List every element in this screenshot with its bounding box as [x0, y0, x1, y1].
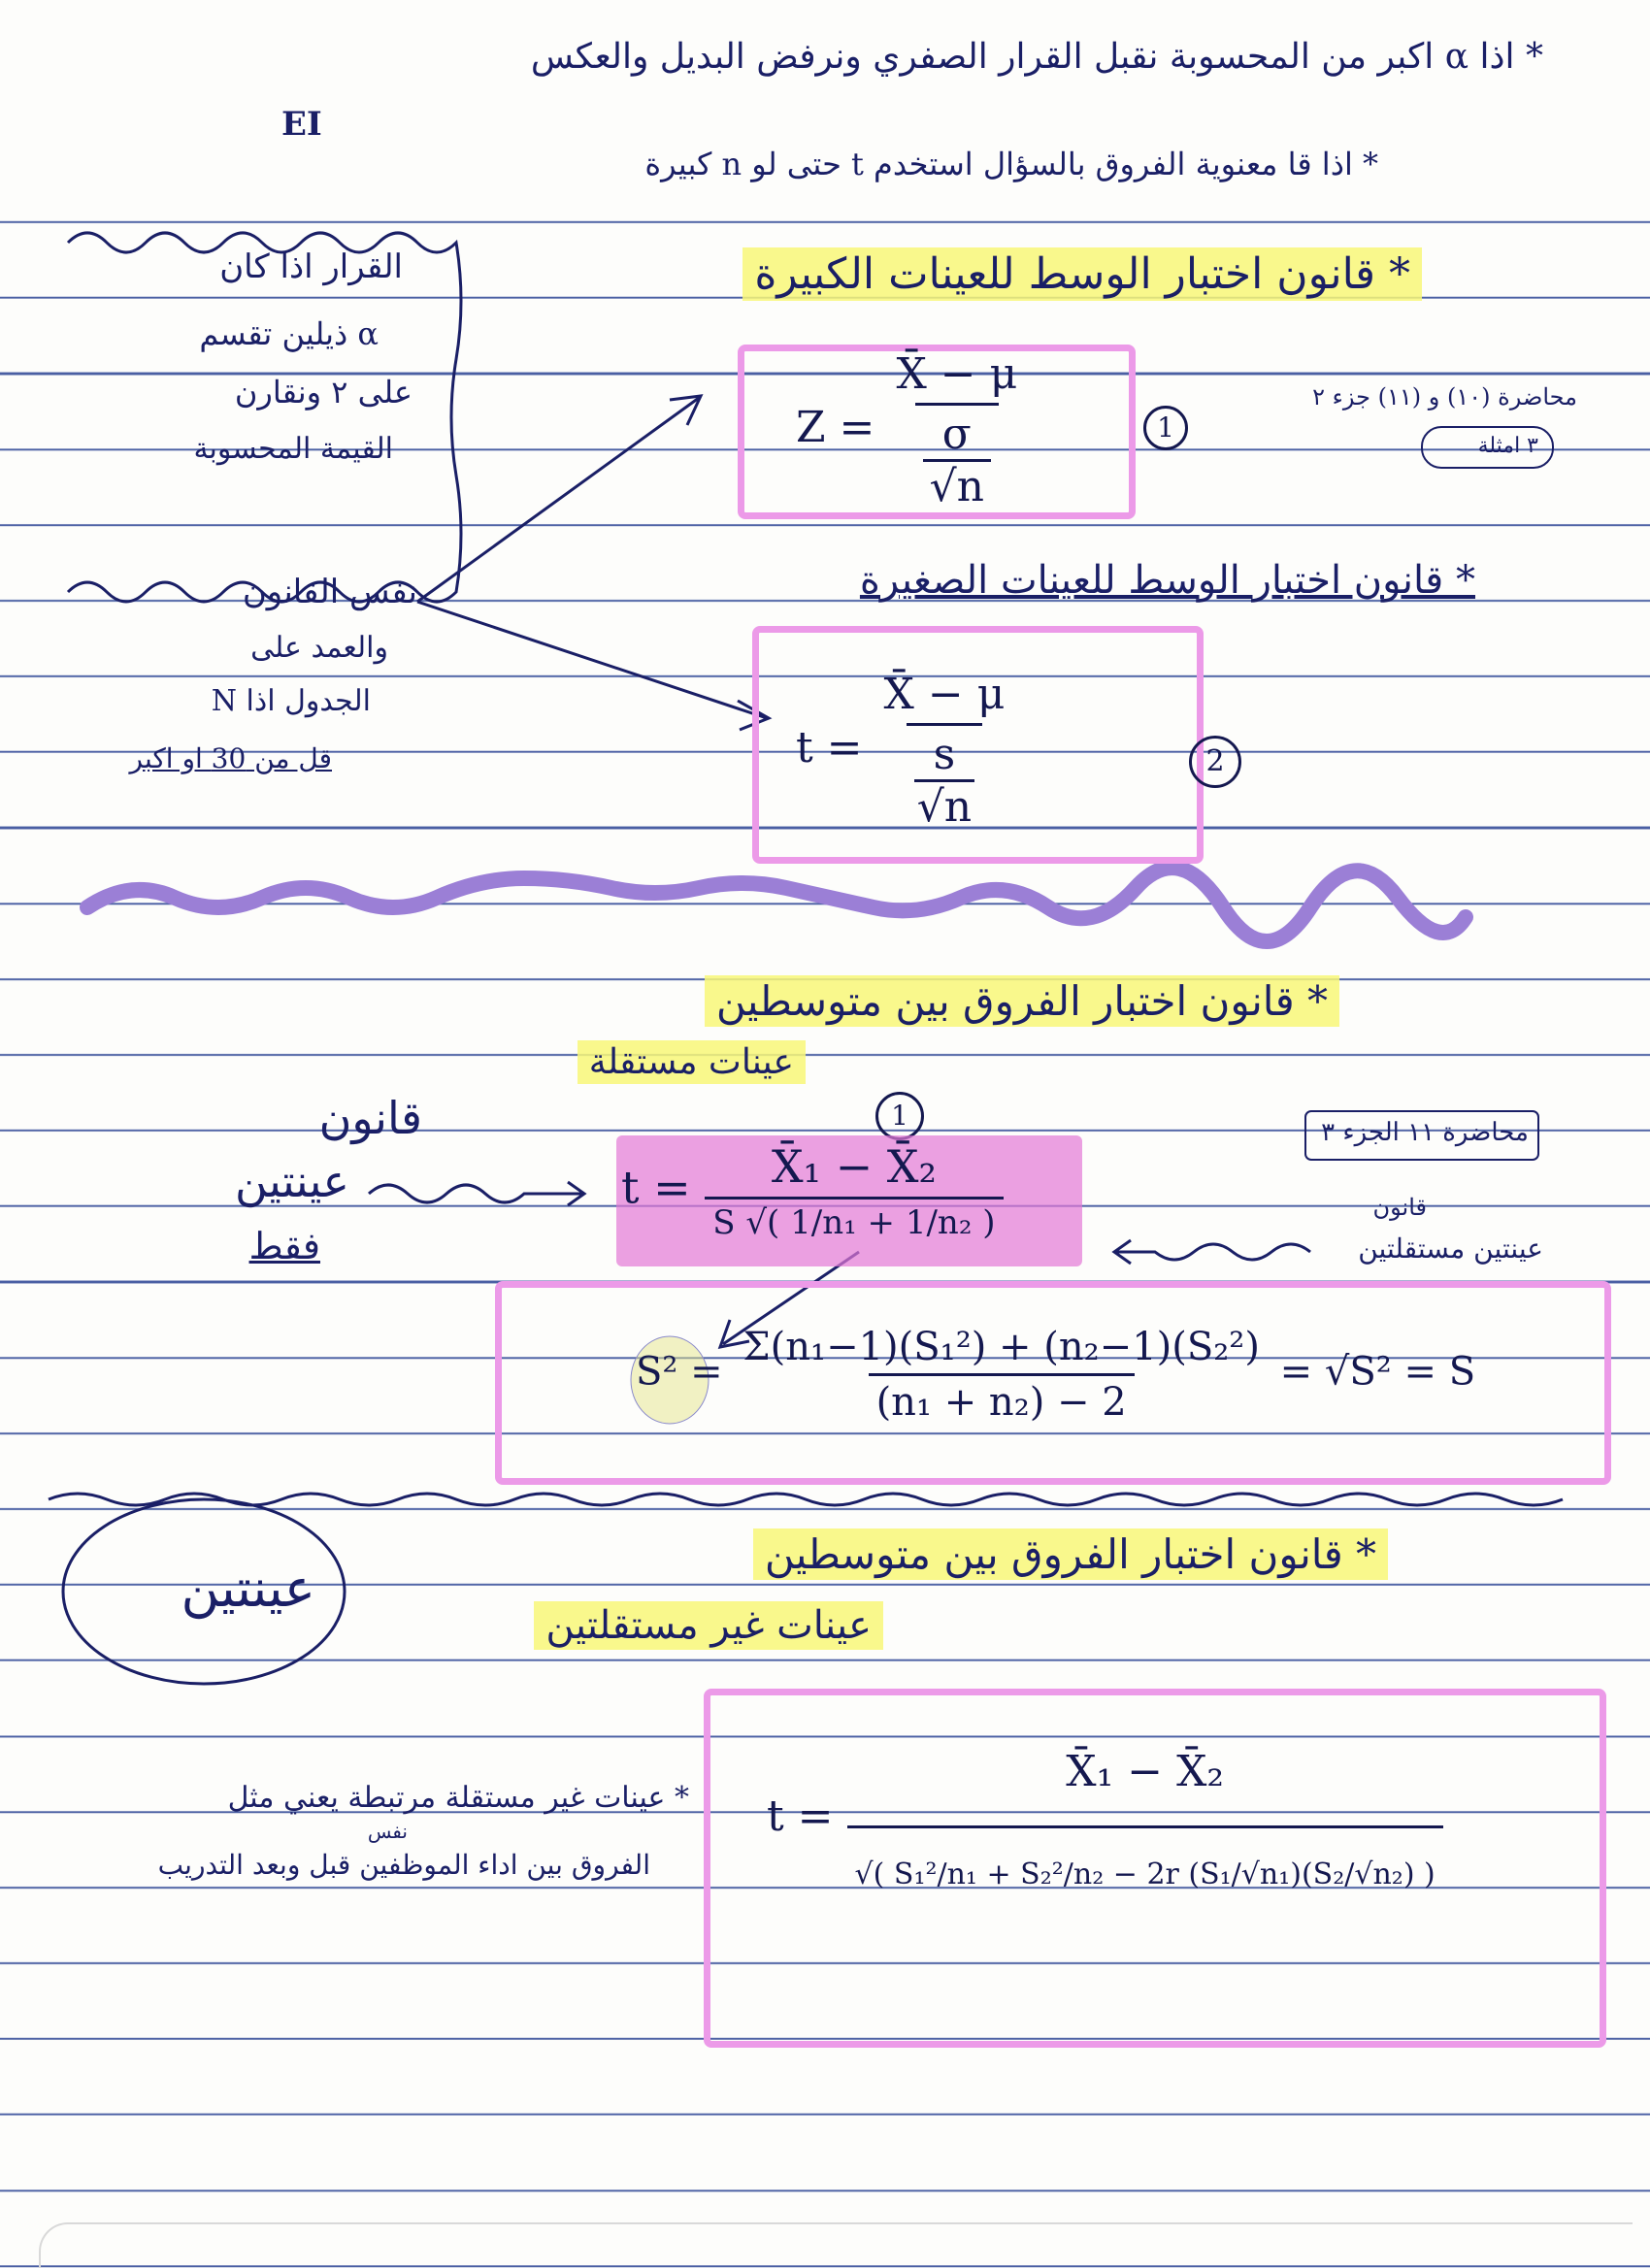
same-law-line-1: نفس القانون — [242, 573, 417, 611]
dependent-note-line-1: * عينات غير مستقلة مرتبطة يعني مثل — [227, 1781, 689, 1815]
squiggle-arrow-right — [369, 1185, 582, 1202]
formula-4 — [767, 1747, 1443, 1891]
formula-3-numerator: X̄₁ − X̄₂ — [771, 1140, 937, 1193]
formula-1-den-top: σ — [923, 410, 991, 462]
ref-1b: ٣ امثلة — [1477, 434, 1538, 458]
purple-wave-divider — [87, 868, 1466, 941]
formula-2-fraction — [876, 670, 1013, 832]
formula-4-fraction — [847, 1747, 1443, 1891]
dependent-note-line-2: الفروق بين اداء الموظفين قبل وبعد التدريب — [157, 1849, 650, 1881]
formula-4-denominator: √( S₁²/n₁ + S₂²/n₂ − 2r (S₁/√n₁)(S₂/√n₂) ) — [847, 1825, 1443, 1891]
section-1-title: * قانون اختبار الوسط للعينات الكبيرة — [742, 247, 1422, 301]
two-sample-line-2: عينتين — [235, 1155, 349, 1207]
same-law-line-2: والعمد على — [250, 631, 388, 665]
top-note-1: * اذا α اكبر من المحسوبة نقبل القرار الصفري ونرفض البديل والعكس — [530, 37, 1543, 77]
independent-line-1: قانون — [1372, 1194, 1427, 1221]
formula-4-lhs: t = — [767, 1791, 834, 1841]
formula-1-lhs: Z = — [796, 403, 875, 452]
formula-2-lhs: t = — [796, 723, 863, 772]
circle-label: عينتين — [181, 1558, 315, 1619]
wavy-box-line-3: على ٢ ونقارن — [234, 374, 412, 411]
two-sample-line-1: قانون — [318, 1092, 422, 1144]
wavy-box-line-2: α ذيلين تقسم — [199, 315, 379, 352]
formula-4-numerator: X̄₁ − X̄₂ — [1066, 1747, 1225, 1796]
wavy-box-line-1: القرار اذا كان — [219, 247, 403, 286]
squiggle-arrow-left — [1116, 1244, 1310, 1260]
formula-1-fraction — [888, 349, 1025, 511]
formula-3b — [636, 1325, 1475, 1425]
formula-3b-numerator: Σ(n₁−1)(S₁²) + (n₂−1)(S₂²) — [742, 1325, 1260, 1369]
formula-3b-lhs: S² = — [636, 1349, 723, 1395]
top-note-2: * اذا قا معنوية الفروق بالسؤال استخدم t حتى لو n كبيرة — [644, 146, 1378, 182]
formula-3-fraction — [705, 1140, 1003, 1242]
arrow-down-line — [417, 602, 767, 718]
formula-2 — [796, 670, 1012, 832]
section-4-title-2: عينات غير مستقلتين — [534, 1601, 883, 1650]
section-4-title: * قانون اختبار الفروق بين متوسطين — [753, 1528, 1388, 1580]
page-bottom-edge — [39, 2222, 1633, 2268]
same-law-line-4: قل من 30 او اكبر — [129, 742, 332, 774]
formula-3-lhs: t = — [621, 1161, 691, 1214]
top-note-1-tail: EI — [281, 105, 322, 144]
formula-1-denominator — [915, 403, 999, 511]
formula-3b-fraction — [735, 1325, 1268, 1425]
wavy-box-line-4: القيمة المحسوبة — [193, 432, 393, 466]
formula-3b-tail: = √S² = S — [1279, 1349, 1476, 1395]
wavy-box-outline — [68, 233, 461, 602]
formula-3 — [621, 1140, 1004, 1242]
formula-1-numerator: X̄ − μ — [896, 349, 1018, 399]
formula-2-den-bot: √n — [916, 782, 973, 832]
formula-1-badge: 1 — [1143, 406, 1188, 450]
formula-2-den-top: s — [914, 730, 975, 782]
formula-2-badge: 2 — [1189, 736, 1241, 788]
formula-2-numerator: X̄ − μ — [883, 670, 1006, 719]
independent-line-2: عينتين مستقلتين — [1358, 1233, 1543, 1265]
formula-3-badge: 1 — [875, 1092, 924, 1140]
section-2-title: * قانون اختبار الوسط للعينات الصغيرة — [859, 558, 1475, 603]
formula-2-denominator — [907, 723, 983, 832]
ref-2: محاضرة ١١ الجزء ٣ — [1321, 1118, 1529, 1147]
section-3-title-2: عينات مستقلة — [578, 1040, 806, 1084]
formula-1 — [796, 349, 1025, 511]
ref-1: محاضرة (١٠) و (١١) جزء ٢ — [1312, 383, 1577, 411]
formula-3-denominator: S √( 1/n₁ + 1/n₂ ) — [705, 1197, 1003, 1242]
dependent-note-small: نفس — [367, 1820, 408, 1843]
section-3-title: * قانون اختبار الفروق بين متوسطين — [705, 975, 1339, 1027]
same-law-line-3: الجدول اذا N — [211, 684, 371, 718]
two-sample-line-3: فقط — [248, 1225, 320, 1267]
thin-wave-divider — [49, 1494, 1563, 1505]
formula-1-den-bot: √n — [929, 462, 984, 511]
formula-3b-denominator: (n₁ + n₂) − 2 — [869, 1373, 1135, 1425]
